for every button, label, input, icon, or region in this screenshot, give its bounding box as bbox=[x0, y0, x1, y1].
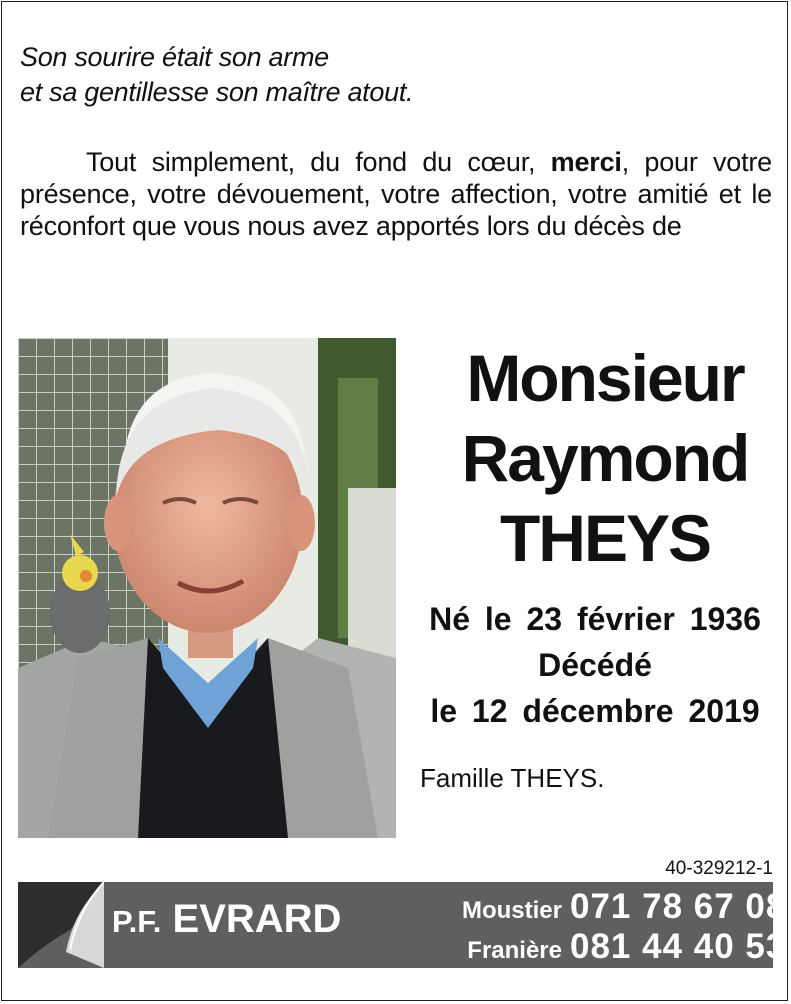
funeral-home-phones bbox=[432, 887, 786, 967]
name-first: Raymond bbox=[461, 421, 749, 495]
life-dates bbox=[410, 596, 780, 734]
thanks-paragraph bbox=[20, 146, 772, 242]
thanks-text-start: Tout simplement, du fond du cœur, bbox=[86, 147, 551, 177]
portrait-photo bbox=[18, 338, 396, 838]
name-last: THEYS bbox=[499, 501, 711, 575]
phone-row bbox=[432, 887, 786, 927]
funeral-home-name bbox=[112, 897, 341, 942]
phone-row bbox=[432, 927, 786, 967]
page-curl-icon bbox=[18, 882, 104, 968]
deceased-name bbox=[430, 338, 780, 578]
quote-line-2: et sa gentillesse son maître atout. bbox=[20, 77, 414, 107]
funeral-home-prefix: P.F. bbox=[112, 904, 162, 939]
phone-location: Moustier bbox=[461, 897, 562, 924]
thanks-text-end: , pour votre présence, votre dévouement, votre affection, votre amitié et le réconfort que vous nous avez apportés lors du décès de bbox=[20, 147, 772, 241]
quote-line-1: Son sourire était son arme bbox=[20, 42, 329, 72]
family-signature: Famille THEYS. bbox=[420, 763, 605, 793]
phone-number[interactable]: 071 78 67 08 bbox=[570, 887, 787, 926]
epitaph-quote bbox=[20, 40, 413, 110]
thanks-merci: merci bbox=[550, 147, 622, 177]
portrait-illustration bbox=[18, 338, 396, 838]
funeral-home-brand: EVRARD bbox=[172, 897, 342, 941]
reference-number: 40-329212-1 bbox=[665, 858, 773, 879]
birth-date: Né le 23 février 1936 bbox=[429, 601, 761, 637]
death-label: Décédé bbox=[538, 647, 652, 683]
name-title: Monsieur bbox=[466, 341, 744, 415]
phone-location: Franière bbox=[467, 937, 562, 964]
death-date: le 12 décembre 2019 bbox=[430, 693, 760, 729]
phone-number[interactable]: 081 44 40 53 bbox=[570, 927, 787, 966]
